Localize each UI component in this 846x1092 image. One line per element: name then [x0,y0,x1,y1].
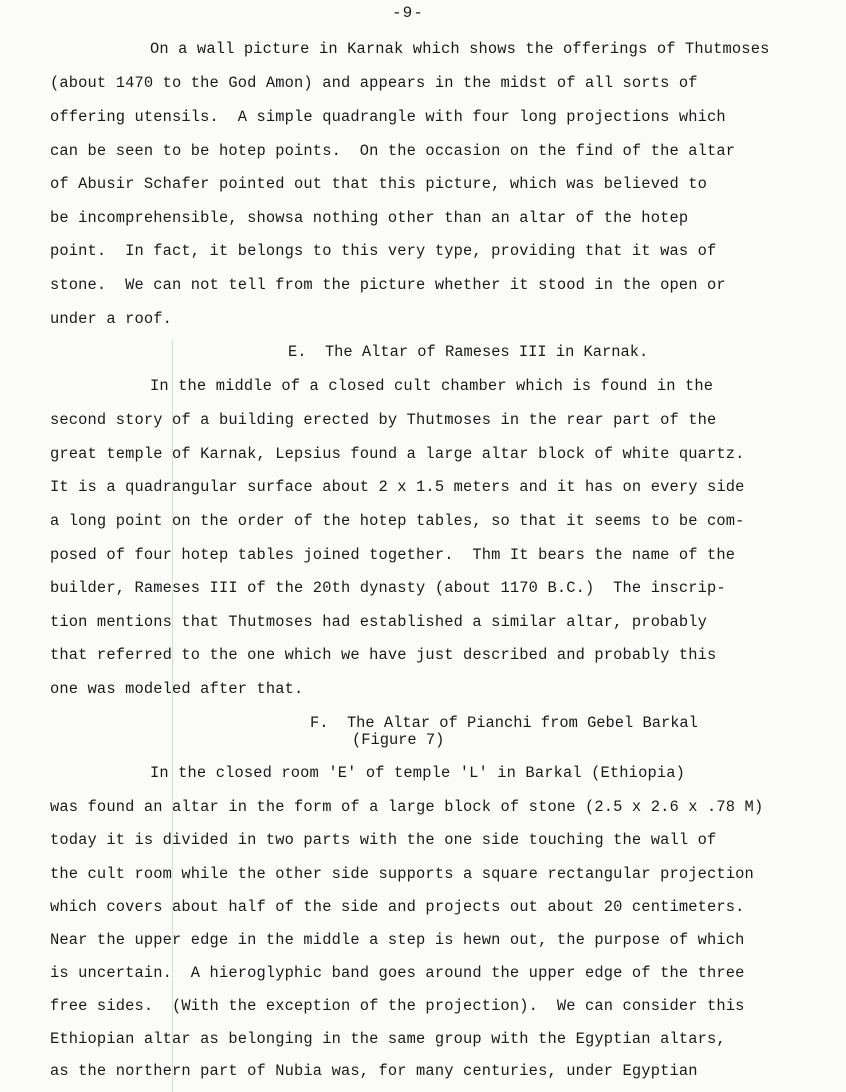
paragraph-line: the cult room while the other side supports a square rectangular projection [50,865,754,883]
paragraph-line: a long point on the order of the hotep tables, so that it seems to be com- [50,512,745,530]
paragraph-line: tion mentions that Thutmoses had established a similar altar, probably [50,613,708,631]
paragraph-line: that referred to the one which we have just described and probably this [50,646,717,664]
paragraph-line: one was modeled after that. [50,680,304,698]
paragraph-line: builder, Rameses III of the 20th dynasty (about 1170 B.C.) The inscrip- [50,579,726,597]
paragraph-line: be incomprehensible, showsa nothing other than an altar of the hotep [50,209,689,227]
paragraph-line: is uncertain. A hieroglyphic band goes around the upper edge of the three [50,964,745,982]
paragraph-line: second story of a building erected by Thutmoses in the rear part of the [50,411,717,429]
paragraph-line: point. In fact, it belongs to this very type, providing that it was of [50,242,717,260]
paragraph-line: offering utensils. A simple quadrangle with four long projections which [50,108,726,126]
paragraph-line: great temple of Karnak, Lepsius found a large altar block of white quartz. [50,445,745,463]
paragraph-line: stone. We can not tell from the picture whether it stood in the open or [50,276,726,294]
paragraph-line: posed of four hotep tables joined together. Thm It bears the name of the [50,546,736,564]
paragraph-line: of Abusir Schafer pointed out that this picture, which was believed to [50,175,708,193]
paragraph-line: can be seen to be hotep points. On the occasion on the find of the altar [50,142,736,160]
paragraph-line: under a roof. [50,310,173,328]
paragraph-line: In the closed room 'E' of temple 'L' in Barkal (Ethiopia) [150,764,685,782]
paragraph-line: as the northern part of Nubia was, for many centuries, under Egyptian [50,1062,698,1080]
page-number: -9- [392,4,424,22]
section-heading-f: F. The Altar of Pianchi from Gebel Barkal [310,714,698,732]
paragraph-line: free sides. (With the exception of the projection). We can consider this [50,997,745,1015]
paragraph-line: (about 1470 to the God Amon) and appears in the midst of all sorts of [50,74,698,92]
paragraph-line: was found an altar in the form of a large block of stone (2.5 x 2.6 x .78 M) [50,798,764,816]
paragraph-line: Near the upper edge in the middle a step is hewn out, the purpose of which [50,931,745,949]
paragraph-line: which covers about half of the side and projects out about 20 centimeters. [50,898,745,916]
section-heading-f-figure: (Figure 7) [352,731,445,749]
paragraph-line: today it is divided in two parts with the one side touching the wall of [50,831,717,849]
paragraph-line: Ethiopian altar as belonging in the same group with the Egyptian altars, [50,1030,726,1048]
paragraph-line: In the middle of a closed cult chamber which is found in the [150,377,714,395]
section-heading-e: E. The Altar of Rameses III in Karnak. [288,343,649,361]
paragraph-line: On a wall picture in Karnak which shows the offerings of Thutmoses [150,40,770,58]
paragraph-line: It is a quadrangular surface about 2 x 1.5 meters and it has on every side [50,478,745,496]
